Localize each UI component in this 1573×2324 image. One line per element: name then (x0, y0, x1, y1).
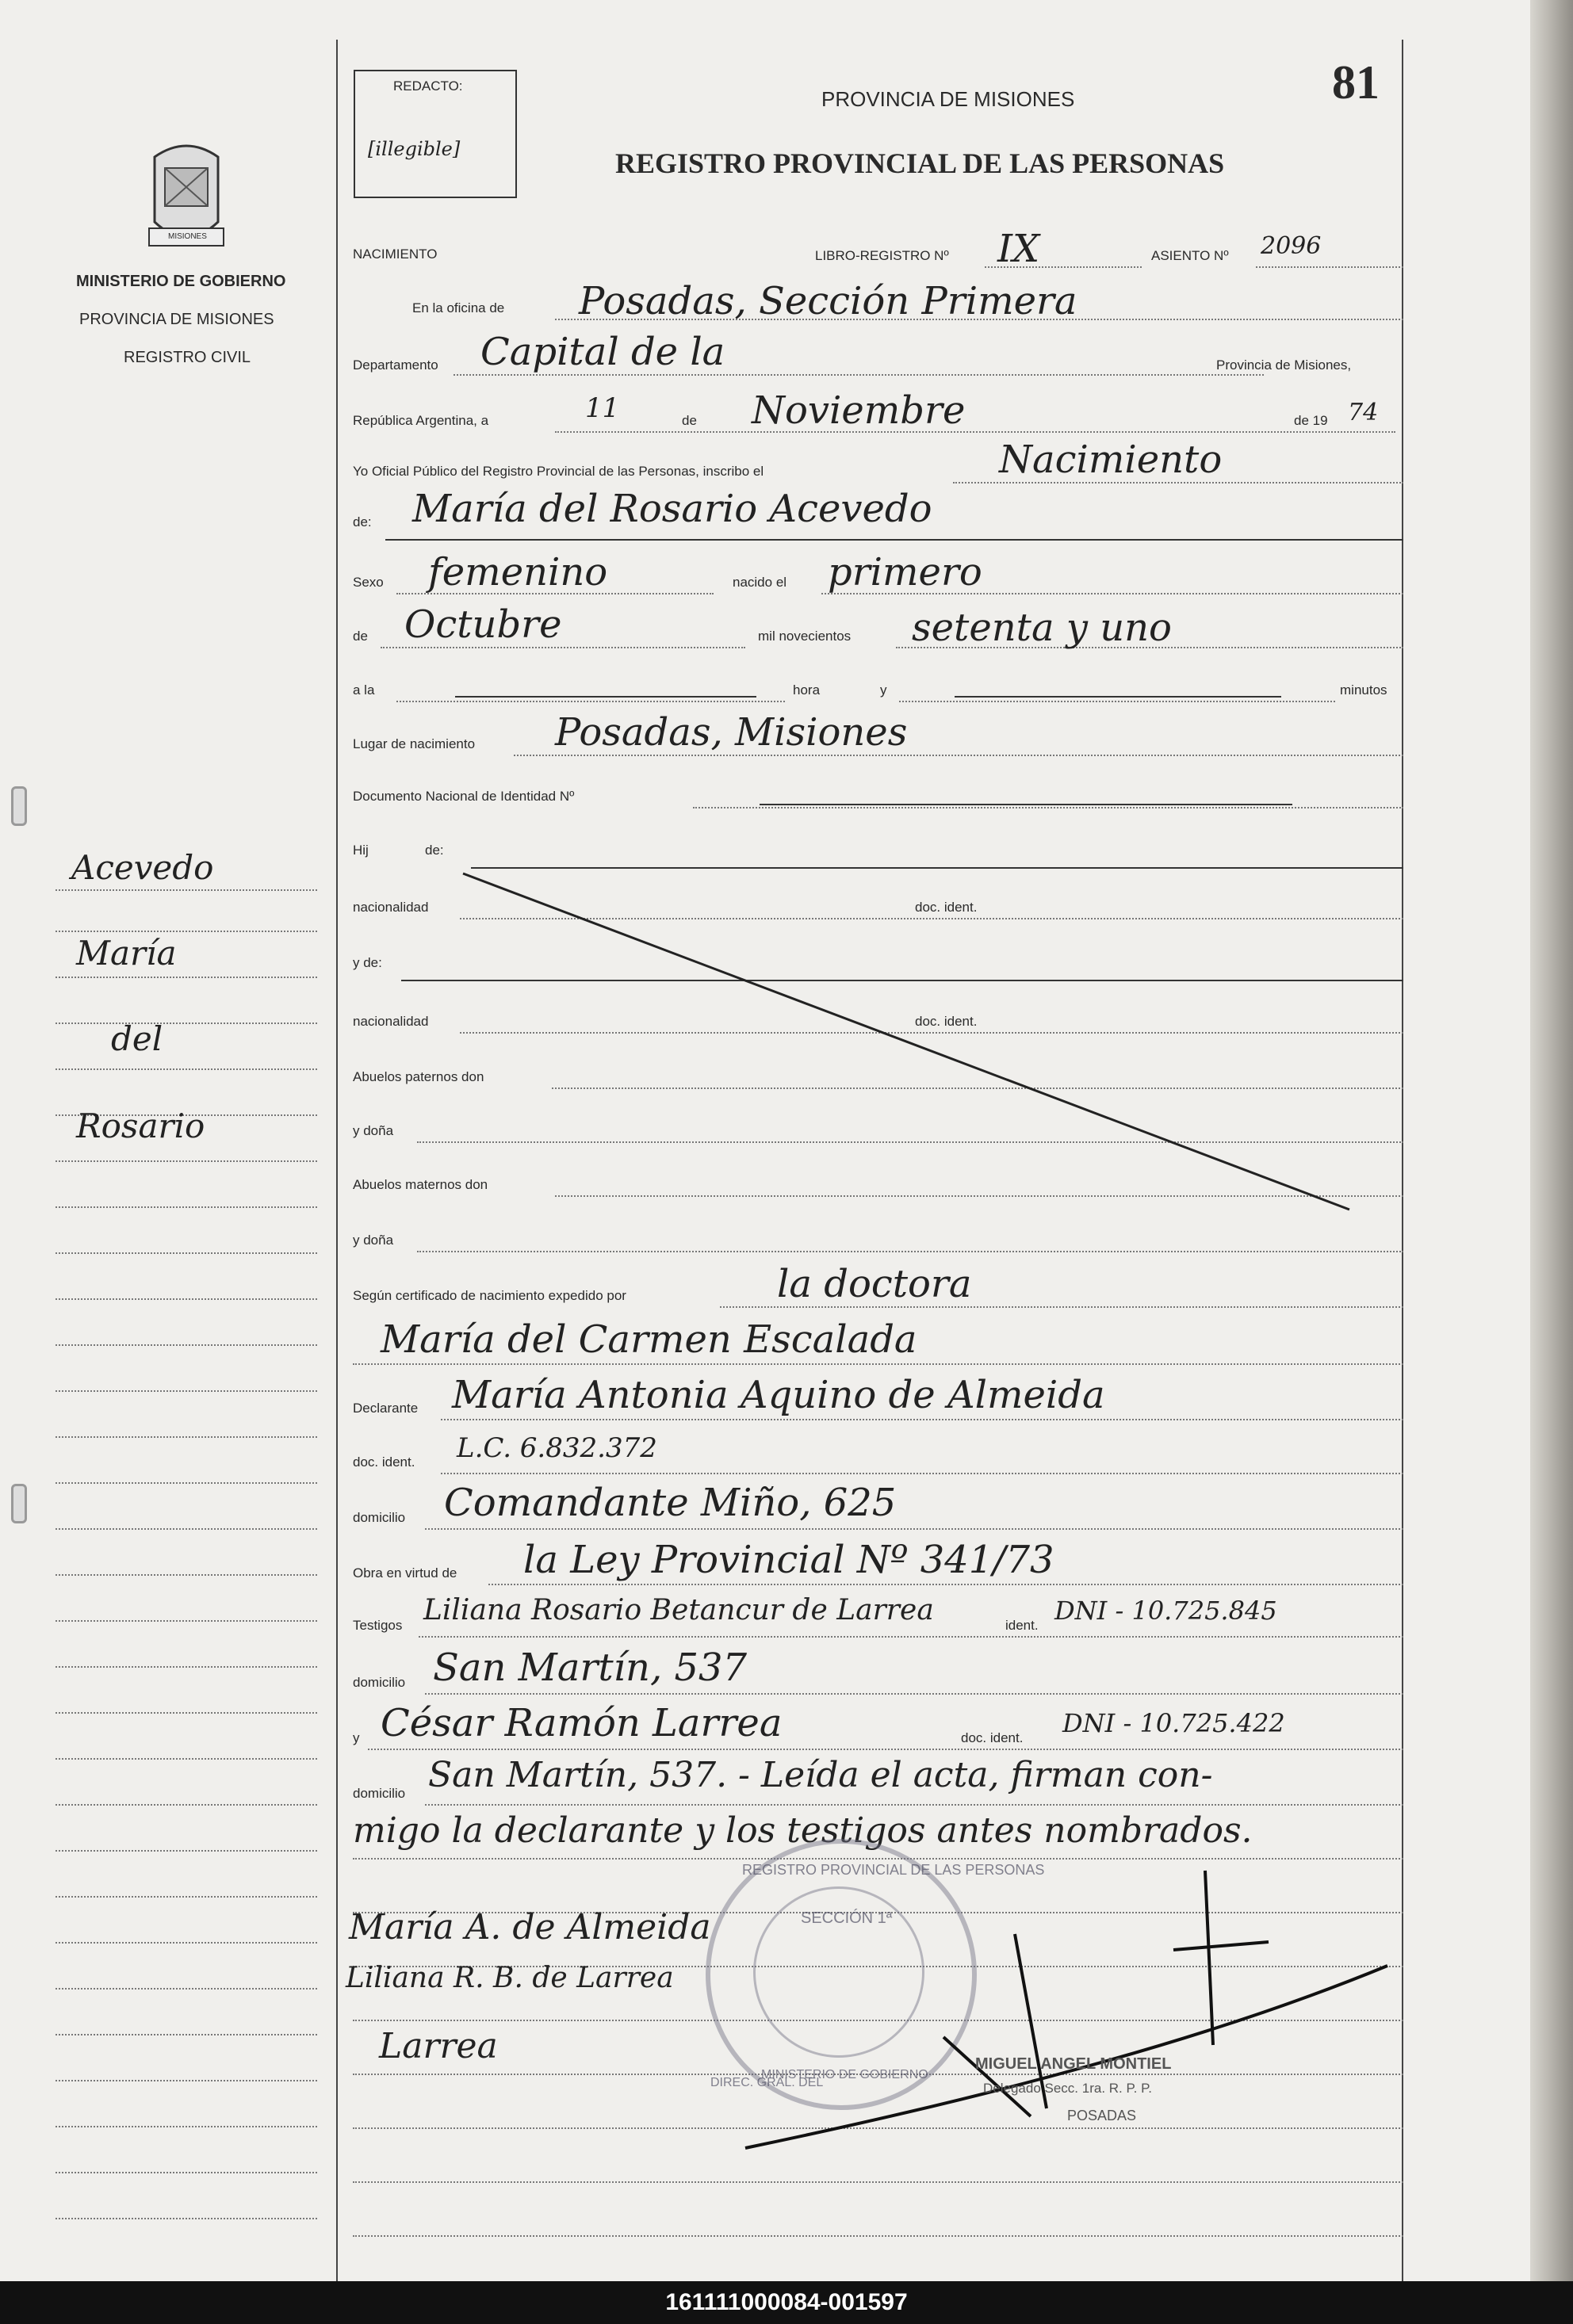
hour-label: hora (793, 682, 821, 698)
seal-bottom-text: MISIONES (168, 232, 207, 241)
republic-label: República Argentina, a (353, 413, 489, 428)
redacto-value: [illegible] (368, 138, 461, 160)
thousand-label: mil novecientos (758, 629, 852, 644)
declarant-address-label: domicilio (353, 1510, 406, 1525)
signature-declarant: María A. de Almeida (349, 1907, 711, 1947)
doctor-name: María del Carmen Escalada (381, 1317, 917, 1362)
ministry-name: MINISTERIO DE GOBIERNO (76, 273, 286, 290)
witness-2-name: César Ramón Larrea (381, 1701, 783, 1745)
dni-label: Documento Nacional de Identidad Nº (353, 789, 575, 804)
witness-2-doc-value: DNI - 10.725.422 (1062, 1708, 1285, 1738)
signature-witness-2: Larrea (379, 2026, 498, 2066)
day-value: 11 (585, 392, 620, 424)
registered-name: María del Rosario Acevedo (412, 487, 932, 531)
province-label: Provincia de Misiones, (1216, 357, 1352, 373)
margin-name-line-1: Acevedo (71, 848, 214, 887)
born-year-value: setenta y uno (912, 606, 1172, 650)
witness-2-address-label: domicilio (353, 1786, 406, 1801)
legal-basis-label: Obra en virtud de (353, 1565, 457, 1581)
registry-heading: REGISTRO PROVINCIAL DE LAS PERSONAS (615, 147, 1225, 179)
department-label: Departamento (353, 357, 438, 373)
year-value: 74 (1348, 399, 1379, 426)
margin-name-line-4: Rosario (76, 1107, 205, 1145)
signature-witness-1: Liliana R. B. de Larrea (346, 1962, 674, 1994)
officer-name: MIGUEL ANGEL MONTIEL (975, 2055, 1172, 2073)
declarant-doc-label: doc. ident. (353, 1454, 415, 1470)
maternal-grandparents-label: Abuelos maternos don (353, 1177, 488, 1192)
record-type-label: NACIMIENTO (353, 247, 438, 262)
witness-2-address-value: San Martín, 537. - Leída el acta, firman con- (428, 1755, 1213, 1795)
book-value: IX (997, 227, 1040, 271)
declarant-name: María Antonia Aquino de Almeida (452, 1373, 1105, 1417)
stamp-ring-text: REGISTRO PROVINCIAL DE LAS PERSONAS (742, 1862, 1045, 1878)
folio-number: 81 (1332, 56, 1380, 109)
stamp-bottom-text: MINISTERIO DE GOBIERNO (761, 2068, 928, 2081)
place-value: Posadas, Misiones (555, 710, 908, 755)
maternal-grandmother-label: y doña (353, 1233, 394, 1248)
paternal-grandmother-label: y doña (353, 1123, 394, 1138)
and-of-label: y de: (353, 955, 382, 970)
province-heading: PROVINCIA DE MISIONES (821, 87, 1075, 111)
declarant-doc-value: L.C. 6.832.372 (457, 1432, 657, 1464)
declarant-label: Declarante (353, 1401, 419, 1416)
witness-2-y-label: y (353, 1730, 360, 1745)
redacto-label: REDACTO: (393, 78, 463, 94)
witness-1-name: Liliana Rosario Betancur de Larrea (423, 1594, 934, 1626)
month-value: Noviembre (752, 388, 966, 433)
legal-basis-value: la Ley Provincial Nº 341/73 (523, 1538, 1054, 1582)
doc-ident-label-2: doc. ident. (915, 1014, 978, 1029)
child-of-label: de: (425, 843, 444, 858)
document-id-bar (0, 2281, 1573, 2324)
witness-1-doc-value: DNI - 10.725.845 (1054, 1596, 1277, 1626)
nationality-label-1: nacionalidad (353, 900, 429, 915)
stamp-inner-text: SECCIÓN 1ª (801, 1909, 893, 1927)
officer-title: Delegado Secc. 1ra. R. P. P. (983, 2081, 1152, 2096)
sidebar-province: PROVINCIA DE MISIONES (79, 311, 274, 328)
officer-city: POSADAS (1067, 2108, 1137, 2123)
document-id: 161111000084-001597 (665, 2289, 908, 2315)
certificate-label: Según certificado de nacimiento expedido por (353, 1288, 626, 1303)
nationality-label-2: nacionalidad (353, 1014, 429, 1029)
office-label: En la oficina de (412, 300, 505, 315)
sex-value: femenino (428, 550, 608, 594)
entry-label: ASIENTO Nº (1151, 248, 1229, 263)
of-month-label: de (353, 629, 368, 644)
child-label: Hij (353, 843, 369, 858)
witness-1-doc-label: ident. (1005, 1618, 1039, 1633)
witness-1-address-value: San Martín, 537 (433, 1646, 748, 1690)
witness-2-doc-label: doc. ident. (961, 1730, 1024, 1745)
margin-name-line-3: del (111, 1019, 163, 1058)
at-label: a la (353, 682, 375, 698)
page-stack-edge (1530, 0, 1573, 2281)
book-label: LIBRO-REGISTRO Nº (815, 248, 949, 263)
sidebar-registry: REGISTRO CIVIL (124, 349, 251, 366)
office-value: Posadas, Sección Primera (579, 279, 1077, 323)
entry-value: 2096 (1261, 232, 1322, 260)
year-label: de 19 (1294, 413, 1328, 428)
paternal-grandparents-label: Abuelos paternos don (353, 1069, 484, 1084)
declarant-address-value: Comandante Miño, 625 (444, 1481, 897, 1525)
of-label: de: (353, 514, 372, 529)
born-month-value: Octubre (404, 602, 562, 647)
department-value: Capital de la (480, 330, 725, 374)
sex-label: Sexo (353, 575, 384, 590)
de-label: de (682, 413, 697, 428)
binder-ring-bottom (11, 1484, 27, 1523)
closing-text: migo la declarante y los testigos antes nombrados. (353, 1810, 1253, 1851)
doc-ident-label-1: doc. ident. (915, 900, 978, 915)
and-label: y (880, 682, 887, 698)
stamp-left-text: DIREC. GRAL. DEL (710, 2076, 824, 2089)
witnesses-label: Testigos (353, 1618, 403, 1633)
officer-text: Yo Oficial Público del Registro Provincial de las Personas, inscribo el (353, 464, 764, 479)
born-day-value: primero (828, 550, 982, 594)
minutes-label: minutos (1340, 682, 1387, 698)
born-label: nacido el (733, 575, 787, 590)
place-label: Lugar de nacimiento (353, 736, 476, 751)
officer-value: Nacimiento (999, 438, 1223, 482)
certificate-value: la doctora (777, 1262, 972, 1306)
margin-name-line-2: María (76, 934, 177, 973)
witness-1-address-label: domicilio (353, 1675, 406, 1690)
officer-signature (698, 1855, 1411, 2188)
